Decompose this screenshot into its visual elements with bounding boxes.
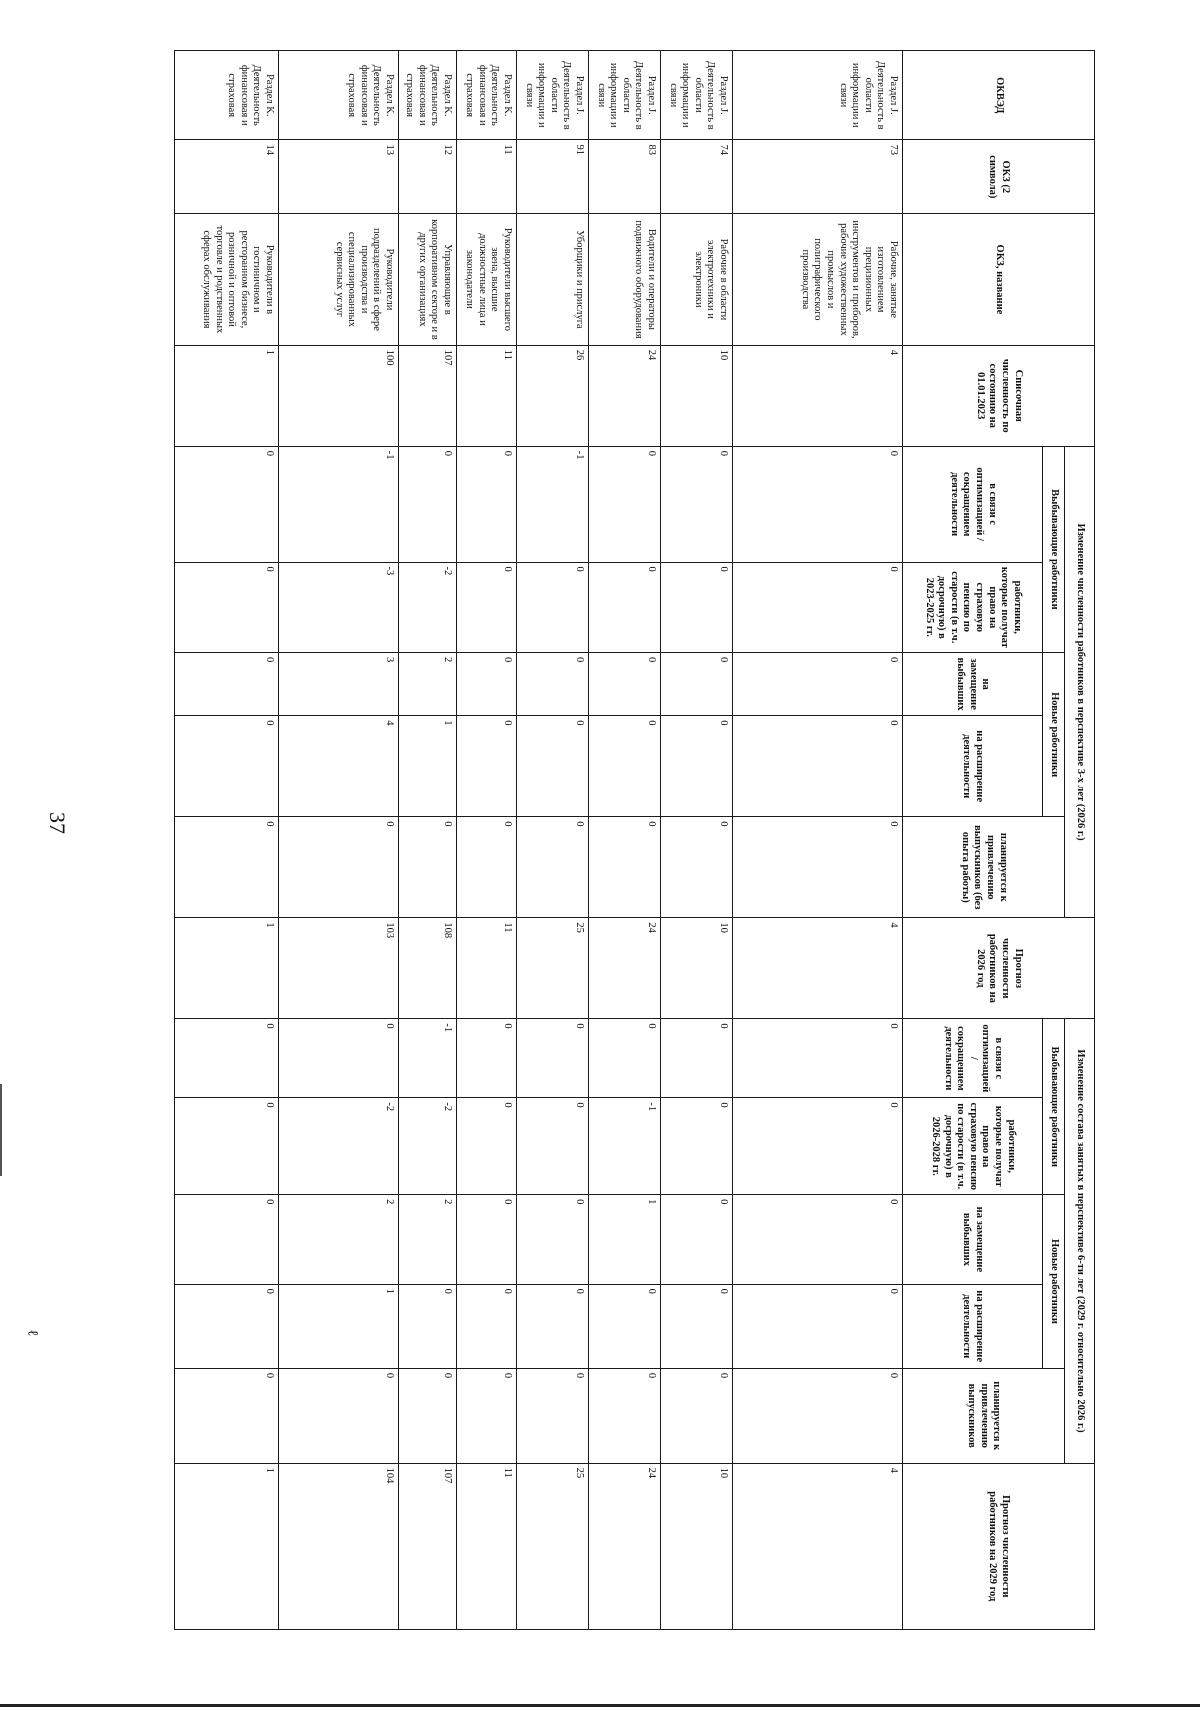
grads-6y-cell: 0 [279, 1368, 399, 1463]
new-expand-3y-cell: 0 [457, 716, 517, 817]
new-expand-3y-cell: 1 [399, 716, 457, 817]
leave-pension-3y-cell: 0 [457, 562, 517, 653]
okz-name-cell: Руководители в гостиничном и ресторанном бизнесе, розничной и оптовой торговле и родственных сферах обслуживания [175, 214, 279, 346]
grads-3y-cell: 0 [733, 817, 903, 918]
leave-opt-3y-cell: 0 [733, 446, 903, 562]
grads-3y-cell: 0 [589, 817, 661, 918]
header-forecast-2029: Прогноз численности работников на 2029 год [903, 1463, 1095, 1629]
header-leaving-6y: Выбывающие работники [1043, 1019, 1065, 1195]
new-replace-6y-cell: 2 [279, 1195, 399, 1284]
okz-code-cell: 11 [457, 140, 517, 214]
okved-cell: Раздел K. Деятельность финансовая и страховая [399, 51, 457, 140]
table-row [733, 51, 903, 1630]
okz-code-cell: 12 [399, 140, 457, 214]
new-replace-3y-cell: 0 [733, 653, 903, 716]
new-expand-3y-cell: 0 [661, 716, 733, 817]
header-new-expand-3y: на расширение деятельности [903, 716, 1043, 817]
okved-cell: Раздел J. Деятельность в области информации и связи [517, 51, 589, 140]
grads-6y-cell: 0 [733, 1368, 903, 1463]
forecast-2026-cell: 10 [661, 918, 733, 1019]
okz-code-cell: 74 [661, 140, 733, 214]
new-replace-3y-cell: 0 [457, 653, 517, 716]
leave-opt-3y-cell: 0 [661, 446, 733, 562]
okved-cell: Раздел K. Деятельность финансовая и страховая [457, 51, 517, 140]
leave-opt-3y-cell: 0 [399, 446, 457, 562]
header-leave-opt-3y: в связи с оптимизацией / сокращением деятельности [903, 446, 1043, 562]
new-replace-6y-cell: 1 [589, 1195, 661, 1284]
new-replace-3y-cell: 2 [399, 653, 457, 716]
header-new-replace-6y: на замещение выбывших [903, 1195, 1043, 1284]
page-number: 37 [45, 812, 70, 834]
new-expand-6y-cell: 0 [733, 1284, 903, 1368]
leave-opt-6y-cell: 0 [457, 1019, 517, 1098]
leave-opt-6y-cell: 0 [589, 1019, 661, 1098]
new-expand-3y-cell: 0 [589, 716, 661, 817]
okved-cell: Раздел J. Деятельность в области информации и связи [733, 51, 903, 140]
header-new-expand-6y: на расширение деятельности [903, 1284, 1043, 1368]
forecast-2029-cell: 104 [279, 1463, 399, 1629]
leave-pension-6y-cell: 0 [517, 1098, 589, 1195]
new-expand-6y-cell: 0 [589, 1284, 661, 1368]
leave-opt-6y-cell: 0 [279, 1019, 399, 1098]
table-row [399, 51, 457, 1630]
scan-edge-left [0, 1084, 2, 1176]
grads-3y-cell: 0 [517, 817, 589, 918]
new-expand-6y-cell: 0 [175, 1284, 279, 1368]
okz-code-cell: 13 [279, 140, 399, 214]
payroll-cell: 26 [517, 345, 589, 446]
okz-name-cell: Водители и операторы подвижного оборудования [589, 214, 661, 346]
leave-pension-6y-cell: -2 [399, 1098, 457, 1195]
leave-opt-6y-cell: -1 [399, 1019, 457, 1098]
okz-name-cell: Рабочие в области электротехники и электроники [661, 214, 733, 346]
scan-mark: ℓ [24, 1329, 40, 1337]
leave-pension-6y-cell: 0 [175, 1098, 279, 1195]
table-row [589, 51, 661, 1630]
new-expand-6y-cell: 1 [279, 1284, 399, 1368]
payroll-cell: 10 [661, 345, 733, 446]
header-new-replace-3y: на замещение выбывших [903, 653, 1043, 716]
new-expand-3y-cell: 0 [733, 716, 903, 817]
payroll-cell: 100 [279, 345, 399, 446]
new-replace-3y-cell: 0 [175, 653, 279, 716]
leave-opt-6y-cell: 0 [661, 1019, 733, 1098]
new-replace-6y-cell: 0 [457, 1195, 517, 1284]
payroll-cell: 11 [457, 345, 517, 446]
workforce-forecast-table [174, 50, 1095, 1630]
okved-cell: Раздел K. Деятельность финансовая и страховая [279, 51, 399, 140]
new-replace-6y-cell: 0 [733, 1195, 903, 1284]
new-replace-3y-cell: 0 [589, 653, 661, 716]
header-change-3y: Изменение численности работников в перспективе 3-х лет (2026 г.) [1065, 446, 1095, 918]
leave-pension-6y-cell: 0 [733, 1098, 903, 1195]
grads-6y-cell: 0 [457, 1368, 517, 1463]
grads-6y-cell: 0 [175, 1368, 279, 1463]
grads-3y-cell: 0 [457, 817, 517, 918]
forecast-2029-cell: 1 [175, 1463, 279, 1629]
leave-opt-3y-cell: -1 [279, 446, 399, 562]
leave-pension-3y-cell: 0 [517, 562, 589, 653]
header-grads-3y: планируется к привлечению выпускников (без опыта работы) [903, 817, 1065, 918]
leave-pension-6y-cell: -2 [279, 1098, 399, 1195]
forecast-2026-cell: 11 [457, 918, 517, 1019]
leave-opt-6y-cell: 0 [517, 1019, 589, 1098]
scan-edge-bottom [0, 1704, 1200, 1707]
leave-pension-3y-cell: 0 [661, 562, 733, 653]
new-replace-6y-cell: 0 [661, 1195, 733, 1284]
forecast-2029-cell: 107 [399, 1463, 457, 1629]
header-forecast-2026: Прогноз численности работников на 2026 год [903, 918, 1095, 1019]
forecast-2029-cell: 25 [517, 1463, 589, 1629]
leave-pension-3y-cell: -2 [399, 562, 457, 653]
header-new-6y: Новые работники [1043, 1195, 1065, 1369]
table-row [175, 51, 279, 1630]
okz-code-cell: 14 [175, 140, 279, 214]
rotated-table-wrapper [175, 50, 1095, 1630]
header-leave-opt-6y: в связи с оптимизацией / сокращением деятельности [903, 1019, 1043, 1098]
okz-code-cell: 73 [733, 140, 903, 214]
table-row [661, 51, 733, 1630]
okz-name-cell: Управляющие в корпоративном секторе и в других организациях [399, 214, 457, 346]
okz-name-cell: Уборщики и прислуга [517, 214, 589, 346]
forecast-2026-cell: 25 [517, 918, 589, 1019]
forecast-2026-cell: 108 [399, 918, 457, 1019]
payroll-cell: 107 [399, 345, 457, 446]
grads-6y-cell: 0 [517, 1368, 589, 1463]
new-replace-3y-cell: 3 [279, 653, 399, 716]
forecast-2029-cell: 10 [661, 1463, 733, 1629]
leave-pension-3y-cell: -3 [279, 562, 399, 653]
forecast-2026-cell: 24 [589, 918, 661, 1019]
forecast-2029-cell: 4 [733, 1463, 903, 1629]
leave-opt-3y-cell: -1 [517, 446, 589, 562]
header-leave-pension-3y: работники, которые получат право на страховую пенсию по старости (в т.ч. досрочную) в 2023-2025 гг. [903, 562, 1043, 653]
header-leaving-3y: Выбывающие работники [1043, 446, 1065, 652]
new-expand-6y-cell: 0 [661, 1284, 733, 1368]
header-new-3y: Новые работники [1043, 653, 1065, 817]
grads-3y-cell: 0 [175, 817, 279, 918]
okz-code-cell: 91 [517, 140, 589, 214]
new-expand-3y-cell: 0 [175, 716, 279, 817]
new-expand-6y-cell: 0 [457, 1284, 517, 1368]
header-okz-name: ОКЗ, название [903, 214, 1095, 346]
new-expand-3y-cell: 0 [517, 716, 589, 817]
leave-opt-6y-cell: 0 [733, 1019, 903, 1098]
forecast-2029-cell: 24 [589, 1463, 661, 1629]
new-replace-6y-cell: 2 [399, 1195, 457, 1284]
leave-pension-3y-cell: 0 [175, 562, 279, 653]
okz-code-cell: 83 [589, 140, 661, 214]
header-payroll: Списочная численность по состоянию на 01.01.2023 [903, 345, 1095, 446]
payroll-cell: 24 [589, 345, 661, 446]
okved-cell: Раздел J. Деятельность в области информации и связи [589, 51, 661, 140]
new-replace-6y-cell: 0 [517, 1195, 589, 1284]
header-okved: ОКВЭД [903, 51, 1095, 140]
payroll-cell: 1 [175, 345, 279, 446]
leave-pension-6y-cell: 0 [661, 1098, 733, 1195]
header-grads-6y: планируется к привлечению выпускников [903, 1368, 1065, 1463]
new-replace-3y-cell: 0 [661, 653, 733, 716]
leave-opt-3y-cell: 0 [457, 446, 517, 562]
table-row [457, 51, 517, 1630]
leave-pension-6y-cell: 0 [457, 1098, 517, 1195]
forecast-2026-cell: 4 [733, 918, 903, 1019]
okz-name-cell: Руководители подразделений в сфере производства и специализированных сервисных услуг [279, 214, 399, 346]
forecast-2026-cell: 103 [279, 918, 399, 1019]
new-expand-6y-cell: 0 [399, 1284, 457, 1368]
forecast-2026-cell: 1 [175, 918, 279, 1019]
header-leave-pension-6y: работники, которые получат право на страховую пенсию по старости (в т.ч. досрочную) в 2026-2028 гг. [903, 1098, 1043, 1195]
okz-name-cell: Рабочие, занятые изготовлением прецизионных инструментов и приборов, рабочие художественных промыслов и полиграфического производства [733, 214, 903, 346]
payroll-cell: 4 [733, 345, 903, 446]
new-expand-6y-cell: 0 [517, 1284, 589, 1368]
grads-3y-cell: 0 [661, 817, 733, 918]
okz-name-cell: Руководители высшего звена, высшие должностные лица и законодатели [457, 214, 517, 346]
grads-6y-cell: 0 [661, 1368, 733, 1463]
leave-opt-3y-cell: 0 [175, 446, 279, 562]
leave-pension-3y-cell: 0 [589, 562, 661, 653]
leave-pension-3y-cell: 0 [733, 562, 903, 653]
table-row [279, 51, 399, 1630]
grads-6y-cell: 0 [399, 1368, 457, 1463]
grads-6y-cell: 0 [589, 1368, 661, 1463]
leave-opt-6y-cell: 0 [175, 1019, 279, 1098]
header-okz2: ОКЗ (2 символа) [903, 140, 1095, 214]
grads-3y-cell: 0 [399, 817, 457, 918]
okved-cell: Раздел J. Деятельность в области информации и связи [661, 51, 733, 140]
header-change-6y: Изменение состава занятых в перспективе 6-ти лет (2029 г. относительно 2026 г.) [1065, 1019, 1095, 1463]
new-replace-6y-cell: 0 [175, 1195, 279, 1284]
forecast-2029-cell: 11 [457, 1463, 517, 1629]
new-expand-3y-cell: 4 [279, 716, 399, 817]
leave-pension-6y-cell: -1 [589, 1098, 661, 1195]
leave-opt-3y-cell: 0 [589, 446, 661, 562]
table-row [517, 51, 589, 1630]
grads-3y-cell: 0 [279, 817, 399, 918]
new-replace-3y-cell: 0 [517, 653, 589, 716]
okved-cell: Раздел K. Деятельность финансовая и страховая [175, 51, 279, 140]
